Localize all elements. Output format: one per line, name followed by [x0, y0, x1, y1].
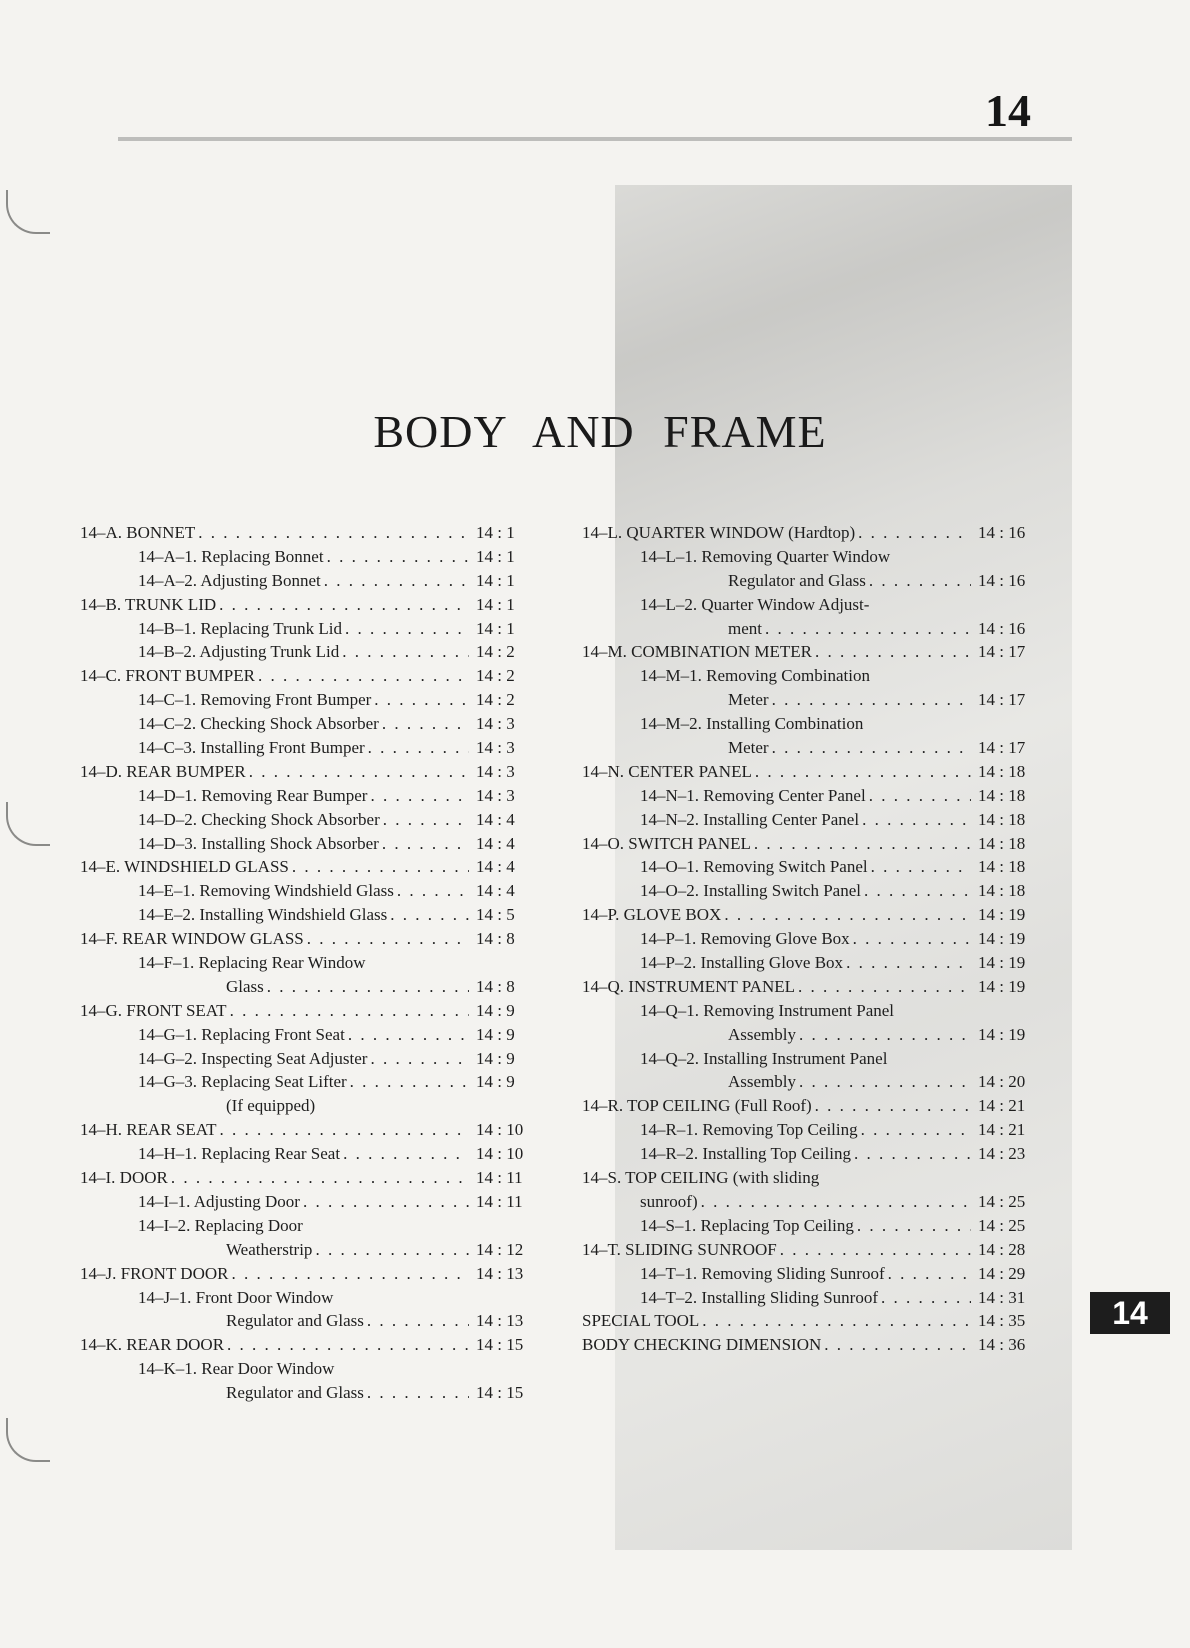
toc-entry	[80, 1192, 540, 1216]
toc-entry-label: 14–E–1. Removing Windshield Glass	[138, 881, 394, 901]
dot-leader	[857, 1216, 971, 1236]
dot-leader	[869, 571, 971, 591]
toc-entry-page: 14 : 11	[476, 1168, 523, 1188]
toc-entry	[582, 953, 1042, 977]
toc-entry	[80, 595, 540, 619]
toc-entry	[582, 1240, 1042, 1264]
toc-entry	[582, 1144, 1042, 1168]
dot-leader	[858, 523, 971, 543]
toc-entry-label: 14–B. TRUNK LID	[80, 594, 217, 614]
toc-entry-label: Regulator and Glass	[728, 570, 866, 590]
dot-leader	[292, 857, 469, 877]
toc-entry-label: 14–Q–2. Installing Instrument Panel	[640, 1048, 888, 1068]
dot-leader	[367, 1311, 469, 1331]
dot-leader	[231, 1264, 469, 1284]
toc-entry-page: 14 : 17	[978, 738, 1026, 758]
toc-entry-label: 14–C–2. Checking Shock Absorber	[138, 714, 379, 734]
toc-entry	[582, 1192, 1042, 1216]
toc-entry-label: 14–Q. INSTRUMENT PANEL	[582, 976, 795, 996]
chapter-number: 14	[985, 85, 1031, 136]
toc-entry-page: 14 : 23	[978, 1144, 1026, 1164]
toc-entry-label: 14–B–1. Replacing Trunk Lid	[138, 618, 343, 638]
toc-entry	[582, 571, 1042, 595]
toc-entry-label: 14–D–1. Removing Rear Bumper	[138, 785, 368, 805]
dot-leader	[864, 881, 971, 901]
dot-leader	[258, 666, 469, 686]
toc-entry	[80, 762, 540, 786]
toc-entry-page: 14 : 9	[476, 1072, 515, 1092]
toc-entry-page: 14 : 13	[476, 1311, 524, 1331]
toc-entry	[80, 834, 540, 858]
dot-leader	[324, 571, 469, 591]
toc-entry-page: 14 : 1	[476, 523, 515, 542]
toc-entry	[80, 666, 540, 690]
binder-hole-mark	[6, 1418, 50, 1462]
toc-entry	[80, 571, 540, 595]
toc-entry-label: 14–R–2. Installing Top Ceiling	[640, 1144, 851, 1164]
toc-entry-page: 14 : 18	[978, 833, 1026, 853]
toc-entry	[80, 523, 540, 547]
toc-left-column	[80, 523, 540, 1407]
dot-leader	[765, 619, 971, 639]
toc-entry-page: 14 : 1	[476, 618, 515, 638]
toc-entry-label: Regulator and Glass	[226, 1311, 364, 1331]
toc-entry	[582, 690, 1042, 714]
toc-entry-page: 14 : 3	[476, 738, 515, 758]
toc-entry-page: 14 : 18	[978, 809, 1026, 829]
toc-entry-label: Weatherstrip	[226, 1239, 313, 1259]
toc-entry	[80, 953, 540, 977]
dot-leader	[383, 810, 469, 830]
toc-entry-label: 14–I–2. Replacing Door	[138, 1215, 303, 1235]
toc-entry	[80, 881, 540, 905]
toc-entry-label: Glass	[226, 976, 264, 996]
toc-entry-label: 14–E–2. Installing Windshield Glass	[138, 905, 388, 925]
toc-entry-label: 14–A–2. Adjusting Bonnet	[138, 570, 321, 590]
dot-leader	[861, 1120, 971, 1140]
toc-entry-page: 14 : 9	[476, 1024, 515, 1044]
toc-entry	[80, 1216, 540, 1240]
toc-entry-label: 14–F. REAR WINDOW GLASS	[80, 929, 304, 949]
dot-leader	[198, 523, 469, 543]
toc-entry-label: 14–S–1. Replacing Top Ceiling	[640, 1215, 854, 1235]
toc-entry-label: SPECIAL TOOL	[582, 1311, 700, 1331]
toc-entry-label: BODY CHECKING DIMENSION	[582, 1335, 822, 1355]
toc-entry-label: 14–H. REAR SEAT	[80, 1120, 217, 1140]
toc-entry-page: 14 : 18	[978, 785, 1026, 805]
toc-entry-label: 14–C. FRONT BUMPER	[80, 666, 255, 686]
toc-entry	[582, 786, 1042, 810]
dot-leader	[702, 1311, 971, 1331]
dot-leader	[249, 762, 469, 782]
toc-entry	[80, 1359, 540, 1383]
toc-entry-label: Assembly	[728, 1072, 796, 1092]
toc-entry	[80, 1168, 540, 1192]
toc-entry-label: 14–G–1. Replacing Front Seat	[138, 1024, 345, 1044]
dot-leader	[799, 1025, 971, 1045]
dot-leader	[701, 1192, 971, 1212]
toc-entry-label: ment	[728, 618, 762, 638]
dot-leader	[772, 738, 971, 758]
toc-entry	[80, 642, 540, 666]
dot-leader	[348, 1025, 469, 1045]
toc-entry-page: 14 : 19	[978, 976, 1026, 996]
toc-entry	[582, 1311, 1042, 1335]
toc-entry-label: 14–M–1. Removing Combination	[640, 666, 870, 686]
dot-leader	[303, 1192, 469, 1212]
toc-entry-page: 14 : 16	[978, 523, 1026, 542]
toc-entry-label: 14–C–1. Removing Front Bumper	[138, 690, 372, 710]
toc-entry-label: 14–T–2. Installing Sliding Sunroof	[640, 1287, 878, 1307]
toc-entry	[582, 1072, 1042, 1096]
toc-entry	[582, 642, 1042, 666]
toc-entry	[582, 1001, 1042, 1025]
dot-leader	[342, 642, 469, 662]
toc-entry	[582, 523, 1042, 547]
toc-entry	[80, 905, 540, 929]
toc-entry	[80, 1311, 540, 1335]
toc-entry	[80, 1383, 540, 1407]
toc-entry	[582, 738, 1042, 762]
dot-leader	[724, 905, 971, 925]
dot-leader	[846, 953, 971, 973]
toc-entry	[582, 905, 1042, 929]
dot-leader	[370, 786, 469, 806]
toc-entry	[582, 977, 1042, 1001]
toc-entry-page: 14 : 28	[978, 1239, 1026, 1259]
toc-entry	[582, 547, 1042, 571]
toc-entry-label: 14–D–2. Checking Shock Absorber	[138, 809, 380, 829]
toc-entry-page: 14 : 15	[476, 1335, 524, 1355]
toc-entry	[80, 1096, 540, 1120]
toc-entry	[80, 1240, 540, 1264]
toc-entry-page: 14 : 9	[476, 1000, 515, 1020]
dot-leader	[374, 690, 469, 710]
dot-leader	[888, 1264, 971, 1284]
toc-entry-page: 14 : 4	[476, 857, 515, 877]
toc-entry-label: Meter	[728, 690, 769, 710]
toc-entry-page: 14 : 1	[476, 570, 515, 590]
toc-entry-page: 14 : 18	[978, 857, 1026, 877]
dot-leader	[815, 642, 971, 662]
toc-entry-label: 14–G. FRONT SEAT	[80, 1000, 227, 1020]
binder-hole-mark	[6, 190, 50, 234]
toc-entry	[582, 762, 1042, 786]
toc-entry	[582, 1168, 1042, 1192]
toc-entry	[582, 1120, 1042, 1144]
toc-entry	[80, 1025, 540, 1049]
toc-entry	[80, 1335, 540, 1359]
toc-entry-page: 14 : 18	[978, 881, 1026, 901]
toc-entry	[80, 1120, 540, 1144]
toc-entry-label: 14–O–2. Installing Switch Panel	[640, 881, 861, 901]
dot-leader	[350, 1072, 469, 1092]
toc-entry-label: 14–H–1. Replacing Rear Seat	[138, 1144, 341, 1164]
toc-entry	[80, 1072, 540, 1096]
toc-entry	[582, 1335, 1042, 1359]
toc-entry-page: 14 : 35	[978, 1311, 1026, 1331]
toc-entry-page: 14 : 15	[476, 1383, 524, 1403]
toc-entry-page: 14 : 4	[476, 809, 515, 829]
dot-leader	[397, 881, 469, 901]
toc-entry-label: 14–D–3. Installing Shock Absorber	[138, 833, 379, 853]
toc-entry-page: 14 : 36	[978, 1335, 1026, 1355]
toc-entry-page: 14 : 13	[476, 1263, 524, 1283]
toc-entry	[582, 1096, 1042, 1120]
dot-leader	[815, 1096, 971, 1116]
dot-leader	[853, 929, 971, 949]
toc-entry	[582, 666, 1042, 690]
dot-leader	[315, 1240, 469, 1260]
toc-entry	[582, 810, 1042, 834]
toc-entry-label: 14–N–2. Installing Center Panel	[640, 809, 860, 829]
toc-entry-label: 14–O–1. Removing Switch Panel	[640, 857, 868, 877]
toc-entry-label: (If equipped)	[226, 1096, 316, 1116]
toc-entry	[582, 1049, 1042, 1073]
toc-entry-label: 14–B–2. Adjusting Trunk Lid	[138, 642, 340, 662]
toc-entry-label: 14–G–2. Inspecting Seat Adjuster	[138, 1048, 368, 1068]
dot-leader	[798, 977, 971, 997]
toc-entry-label: 14–A–1. Replacing Bonnet	[138, 546, 324, 566]
dot-leader	[799, 1072, 971, 1092]
toc-entry-label: 14–T. SLIDING SUNROOF	[582, 1239, 777, 1259]
toc-entry-page: 14 : 12	[476, 1239, 524, 1259]
dot-leader	[267, 977, 469, 997]
dot-leader	[370, 1049, 469, 1069]
toc-entry	[582, 619, 1042, 643]
toc-entry-label: 14–G–3. Replacing Seat Lifter	[138, 1072, 347, 1092]
toc-entry-label: 14–A. BONNET	[80, 523, 196, 542]
toc-entry-label: sunroof)	[640, 1191, 698, 1211]
toc-entry	[80, 929, 540, 953]
toc-entry-label: 14–L–1. Removing Quarter Window	[640, 546, 891, 566]
toc-entry-page: 14 : 25	[978, 1191, 1026, 1211]
dot-leader	[862, 810, 971, 830]
toc-entry-label: 14–J–1. Front Door Window	[138, 1287, 334, 1307]
toc-entry	[80, 714, 540, 738]
toc-entry-label: 14–R. TOP CEILING (Full Roof)	[582, 1096, 812, 1116]
toc-entry	[80, 786, 540, 810]
toc-entry-page: 14 : 3	[476, 785, 515, 805]
toc-entry-label: 14–F–1. Replacing Rear Window	[138, 953, 366, 973]
toc-entry	[80, 1144, 540, 1168]
toc-entry-page: 14 : 2	[476, 642, 515, 662]
toc-entry-label: 14–N–1. Removing Center Panel	[640, 785, 866, 805]
dot-leader	[869, 786, 971, 806]
toc-entry-page: 14 : 3	[476, 761, 515, 781]
toc-entry-label: 14–Q–1. Removing Instrument Panel	[640, 1000, 895, 1020]
toc-entry-label: 14–T–1. Removing Sliding Sunroof	[640, 1263, 885, 1283]
dot-leader	[780, 1240, 971, 1260]
dot-leader	[171, 1168, 469, 1188]
binder-hole-mark	[6, 802, 50, 846]
dot-leader	[219, 1120, 469, 1140]
toc-entry-label: Meter	[728, 738, 769, 758]
toc-entry-label: 14–M. COMBINATION METER	[582, 642, 812, 662]
toc-entry-label: 14–C–3. Installing Front Bumper	[138, 738, 365, 758]
toc-entry-label: 14–O. SWITCH PANEL	[582, 833, 751, 853]
toc-entry-page: 14 : 8	[476, 976, 515, 996]
toc-entry	[582, 1025, 1042, 1049]
toc-entry-page: 14 : 19	[978, 1024, 1026, 1044]
dot-leader	[343, 1144, 469, 1164]
toc-entry-page: 14 : 10	[476, 1144, 524, 1164]
toc-entry-label: 14–J. FRONT DOOR	[80, 1263, 229, 1283]
toc-entry-page: 14 : 25	[978, 1215, 1026, 1235]
toc-entry	[80, 857, 540, 881]
toc-entry-page: 14 : 4	[476, 833, 515, 853]
toc-entry-page: 14 : 21	[978, 1096, 1026, 1116]
toc-entry-page: 14 : 16	[978, 618, 1026, 638]
toc-entry-label: Regulator and Glass	[226, 1383, 364, 1403]
dot-leader	[219, 595, 469, 615]
toc-entry-label: 14–L–2. Quarter Window Adjust-	[640, 594, 870, 614]
toc-entry	[582, 834, 1042, 858]
toc-entry	[582, 881, 1042, 905]
toc-right-column	[582, 523, 1042, 1359]
dot-leader	[824, 1335, 971, 1355]
toc-entry-page: 14 : 19	[978, 929, 1026, 949]
dot-leader	[854, 1144, 971, 1164]
toc-entry-label: 14–K–1. Rear Door Window	[138, 1359, 335, 1379]
chapter-tab: 14	[1090, 1292, 1170, 1334]
dot-leader	[307, 929, 469, 949]
toc-entry-label: 14–K. REAR DOOR	[80, 1335, 225, 1355]
toc-entry-page: 14 : 11	[476, 1191, 523, 1211]
toc-entry-label: 14–D. REAR BUMPER	[80, 761, 246, 781]
toc-entry	[582, 857, 1042, 881]
toc-entry	[582, 1264, 1042, 1288]
dot-leader	[755, 762, 971, 782]
toc-entry-page: 14 : 9	[476, 1048, 515, 1068]
toc-entry-label: 14–I. DOOR	[80, 1168, 168, 1188]
toc-entry-page: 14 : 8	[476, 929, 515, 949]
toc-entry	[80, 977, 540, 1001]
dot-leader	[754, 834, 971, 854]
toc-entry	[80, 1264, 540, 1288]
toc-entry-label: 14–M–2. Installing Combination	[640, 714, 864, 734]
dot-leader	[227, 1335, 469, 1355]
toc-entry	[582, 595, 1042, 619]
toc-entry-page: 14 : 19	[978, 953, 1026, 973]
toc-entry-page: 14 : 2	[476, 690, 515, 710]
toc-entry-label: Assembly	[728, 1024, 796, 1044]
toc-entry	[80, 690, 540, 714]
toc-entry-page: 14 : 29	[978, 1263, 1026, 1283]
dot-leader	[367, 1383, 469, 1403]
toc-entry-page: 14 : 21	[978, 1120, 1026, 1140]
toc-entry	[80, 1001, 540, 1025]
toc-entry	[582, 929, 1042, 953]
toc-entry	[80, 1288, 540, 1312]
toc-entry-label: 14–S. TOP CEILING (with sliding	[582, 1168, 820, 1188]
toc-entry	[582, 1288, 1042, 1312]
toc-entry-label: 14–P–2. Installing Glove Box	[640, 953, 844, 973]
toc-entry-label: 14–N. CENTER PANEL	[582, 761, 752, 781]
toc-entry-label: 14–P–1. Removing Glove Box	[640, 929, 850, 949]
toc-entry-page: 14 : 1	[476, 546, 515, 566]
dot-leader	[772, 690, 971, 710]
dot-leader	[871, 857, 971, 877]
toc-entry	[80, 547, 540, 571]
toc-entry-page: 14 : 2	[476, 666, 515, 686]
toc-entry	[80, 810, 540, 834]
toc-entry-label: 14–L. QUARTER WINDOW (Hardtop)	[582, 523, 856, 542]
dot-leader	[382, 714, 469, 734]
dot-leader	[230, 1001, 469, 1021]
toc-entry-page: 14 : 20	[978, 1072, 1026, 1092]
toc-entry-page: 14 : 3	[476, 714, 515, 734]
toc-entry-page: 14 : 31	[978, 1287, 1026, 1307]
toc-entry	[582, 1216, 1042, 1240]
toc-entry-page: 14 : 1	[476, 594, 515, 614]
dot-leader	[368, 738, 469, 758]
header-rule	[118, 137, 1072, 141]
toc-entry-label: 14–R–1. Removing Top Ceiling	[640, 1120, 858, 1140]
toc-entry-page: 14 : 10	[476, 1120, 524, 1140]
toc-entry-label: 14–E. WINDSHIELD GLASS	[80, 857, 289, 877]
toc-entry-page: 14 : 16	[978, 570, 1026, 590]
dot-leader	[390, 905, 469, 925]
dot-leader	[881, 1288, 971, 1308]
dot-leader	[382, 834, 469, 854]
toc-entry	[582, 714, 1042, 738]
toc-entry-page: 14 : 17	[978, 690, 1026, 710]
dot-leader	[327, 547, 469, 567]
toc-entry-label: 14–P. GLOVE BOX	[582, 905, 722, 925]
toc-entry-page: 14 : 18	[978, 761, 1026, 781]
toc-entry-page: 14 : 19	[978, 905, 1026, 925]
toc-entry	[80, 738, 540, 762]
toc-entry-page: 14 : 17	[978, 642, 1026, 662]
toc-entry	[80, 619, 540, 643]
toc-entry	[80, 1049, 540, 1073]
chapter-title: BODY AND FRAME	[373, 406, 827, 457]
toc-entry-page: 14 : 4	[476, 881, 515, 901]
toc-entry-label: 14–I–1. Adjusting Door	[138, 1191, 300, 1211]
toc-entry-page: 14 : 5	[476, 905, 515, 925]
dot-leader	[345, 619, 469, 639]
